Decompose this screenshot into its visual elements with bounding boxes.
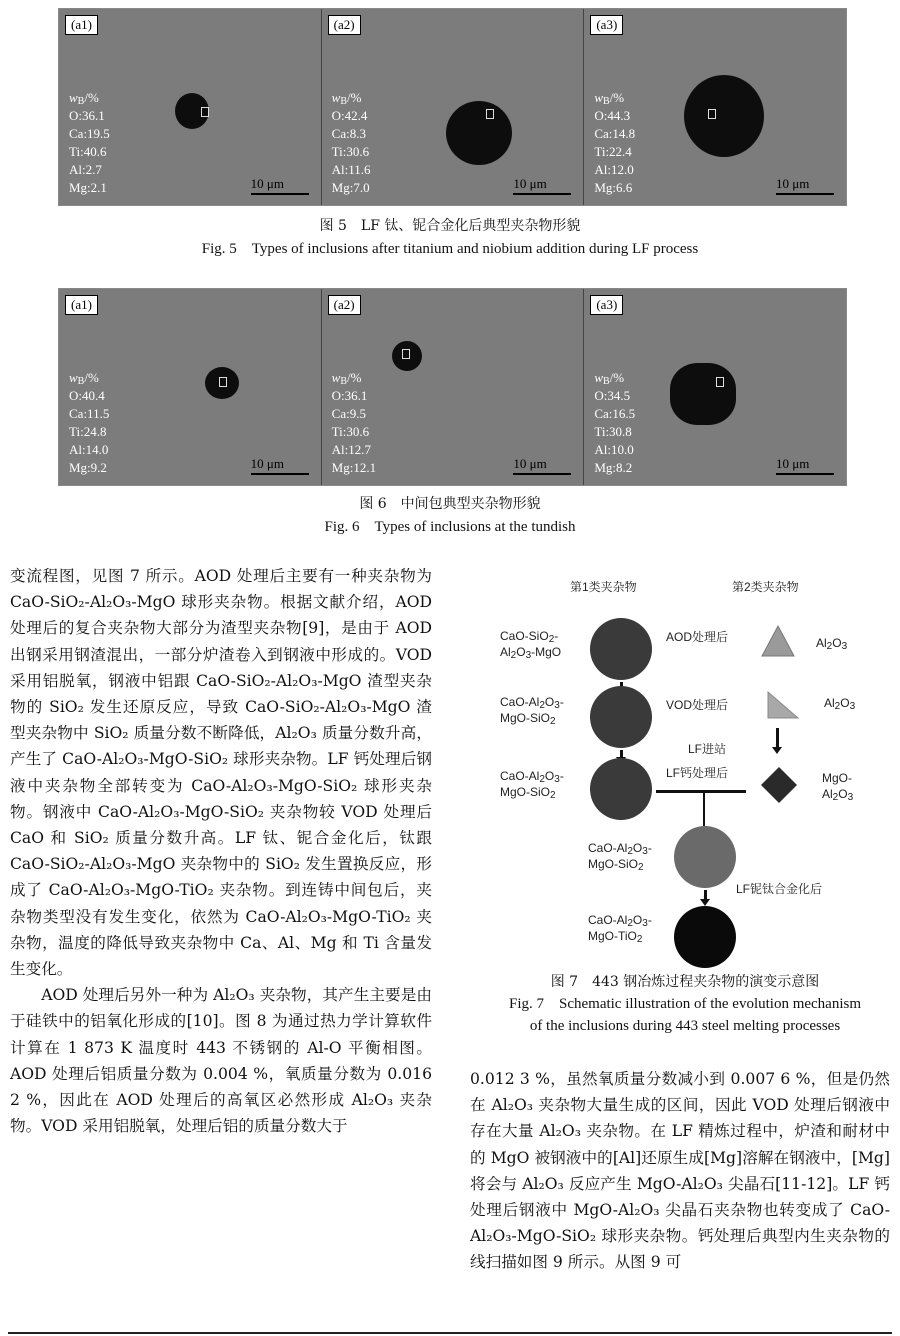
panel-tag: (a1)	[65, 295, 98, 315]
figure-5-micrographs	[58, 8, 847, 206]
flow-arrow	[620, 750, 623, 758]
fig7-caption-en-line2: of the inclusions during 443 steel melting processes	[529, 1018, 841, 1034]
al2o3-label-aod: $Al_2O_3$	[816, 636, 848, 652]
fig6-caption-cn: 图 6 中间包典型夹杂物形貌	[359, 496, 541, 512]
body-paragraph: 变流程图，见图 7 所示。AOD 处理后主要有一种夹杂物为 CaO-SiO₂-Al₂O₃-MgO 球形夹杂物。根据文献介绍，AOD 处理后的复合夹杂物大部分为渣型夹杂物[9]，是由于 AOD 出钢采用钢渣混出，一部分炉渣卷入到钢液中形成的。VOD 采用铝脱氧，钢液中铝跟 CaO-SiO₂-Al₂O₃-MgO 渣型夹杂物的 SiO₂ 发生还原反应，导致 CaO-SiO₂-Al₂O₃-MgO 渣型夹杂物中 SiO₂ 质量分数不断降低，Al₂O₃ 质量分数升高，产生了 CaO-Al₂O₃-MgO-SiO₂ 球形夹杂物。LF 钙处理后钢液中夹杂物全部转变为 CaO-Al₂O₃-MgO-SiO₂ 球形夹杂物。钢液中 CaO-Al₂O₃-MgO-SiO₂ 夹杂物较 VOD 处理后 CaO 和 SiO₂ 质量分数升高。LF 钛、铌合金化后，钛跟 CaO-SiO₂-Al₂O₃-MgO 夹杂物中的 SiO₂ 发生置换反应，形成了 CaO-Al₂O₃-MgO-TiO₂ 夹杂物。到连铸中间包后，夹杂物类型没有发生变化，依然为 CaO-Al₂O₃-MgO-TiO₂ 夹杂物，温度的降低导致夹杂物中 Ca、Al、Mg 和 Ti 含量发生变化。	[10, 567, 432, 979]
fig6-panel-a2	[322, 289, 585, 485]
fig7-caption-cn: 图 7 443 钢冶炼过程夹杂物的演变示意图	[550, 974, 820, 990]
left-text-column	[10, 563, 432, 1139]
flow-arrow	[776, 728, 779, 748]
panel-tag: (a2)	[328, 15, 361, 35]
panel-tag: (a3)	[590, 15, 623, 35]
fig5-panel-a1	[59, 9, 322, 205]
spot-marker	[708, 109, 716, 119]
inclusion-particle	[670, 363, 736, 425]
panel-tag: (a1)	[65, 15, 98, 35]
inclusion-label-lf-tinb: CaO-$Al_2O_3-$ MgO-TiO$_2$	[588, 913, 652, 945]
page-bottom-rule	[8, 1332, 892, 1334]
al2o3-label-vod: $Al_2O_3$	[824, 696, 856, 712]
scale-bar: 10 μm	[776, 456, 834, 475]
figure-6-micrographs	[58, 288, 847, 486]
fig6-caption-en: Fig. 6 Types of inclusions at the tundish	[324, 519, 576, 535]
composition-list: $w_B/\%$ O:34.5 Ca:16.5 Ti:30.8 Al:10.0 Mg:8.2	[594, 370, 636, 475]
composition-list: $w_B/\%$ O:36.1 Ca:19.5 Ti:40.6 Al:2.7 Mg:2.1	[69, 90, 110, 195]
composition-list: $w_B/\%$ O:40.4 Ca:11.5 Ti:24.8 Al:14.0 Mg:9.2	[69, 370, 110, 475]
spot-marker	[201, 107, 209, 117]
spinel-label: MgO- $Al_2O_3$	[822, 771, 854, 803]
al2o3-triangle-icon	[760, 624, 796, 658]
type2-header: 第2类夹杂物	[732, 580, 799, 594]
spot-marker	[219, 377, 227, 387]
panel-tag: (a2)	[328, 295, 361, 315]
fig7-caption-en-line1: Fig. 7 Schematic illustration of the evolution mechanism	[508, 996, 862, 1012]
stage-label-lf-tinb: LF铌钛合金化后	[736, 882, 823, 896]
fig5-panel-a2	[322, 9, 585, 205]
stage-label-lf-ca: LF钙处理后	[666, 766, 729, 780]
inclusion-label-lf-ca: CaO-$Al_2O_3-$ MgO-SiO$_2$	[588, 841, 652, 873]
figure-7-diagram	[470, 570, 900, 970]
spinel-diamond-icon	[760, 766, 798, 804]
composition-list: $w_B/\%$ O:42.4 Ca:8.3 Ti:30.6 Al:11.6 Mg:7.0	[331, 90, 371, 195]
inclusion-circle-aod	[590, 618, 652, 680]
spot-marker	[486, 109, 494, 119]
merge-bar	[656, 790, 746, 793]
stage-label-vod: VOD处理后	[666, 698, 729, 712]
spot-marker	[402, 349, 410, 359]
composition-list: $w_B/\%$ O:44.3 Ca:14.8 Ti:22.4 Al:12.0 Mg:6.6	[594, 90, 636, 195]
body-paragraph: AOD 处理后另外一种为 Al₂O₃ 夹杂物，其产生主要是由于硅铁中的铝氧化形成的[10]。图 8 为通过热力学计算软件计算在 1 873 K 温度时 443 不锈钢的 Al-O 平衡相图。AOD 处理后铝质量分数为 0.004 %，氧质量分数为 0.016 2 %，因此在 AOD 处理后的高氧区必然形成 Al₂O₃ 夹杂物。VOD 采用铝脱氧，处理后铝的质量分数大于	[10, 986, 432, 1136]
inclusion-circle-lf-in	[590, 758, 652, 820]
scale-bar: 10 μm	[513, 176, 571, 195]
fig5-caption-en: Fig. 5 Types of inclusions after titanium and niobium addition during LF process	[201, 241, 699, 257]
right-text-column	[470, 1066, 890, 1276]
scale-bar: 10 μm	[251, 456, 309, 475]
merge-stem	[703, 792, 705, 826]
fig6-panel-a1	[59, 289, 322, 485]
inclusion-circle-lf-tinb	[674, 906, 736, 968]
scale-bar: 10 μm	[513, 456, 571, 475]
inclusion-circle-vod	[590, 686, 652, 748]
inclusion-particle	[446, 101, 512, 165]
spot-marker	[716, 377, 724, 387]
scale-bar: 10 μm	[251, 176, 309, 195]
composition-list: $w_B/\%$ O:36.1 Ca:9.5 Ti:30.6 Al:12.7 Mg:12.1	[331, 370, 377, 475]
inclusion-label-aod: CaO-SiO$_2$- $Al_2O_3$-MgO	[500, 629, 562, 661]
fig6-panel-a3	[584, 289, 846, 485]
type1-header: 第1类夹杂物	[570, 580, 637, 594]
inclusion-particle	[684, 75, 764, 157]
al2o3-wedge-icon	[766, 690, 800, 720]
fig5-caption-cn: 图 5 LF 钛、铌合金化后典型夹杂物形貌	[319, 218, 581, 234]
scale-bar: 10 μm	[776, 176, 834, 195]
panel-tag: (a3)	[590, 295, 623, 315]
flow-arrow	[704, 890, 707, 900]
stage-label-lf-in: LF进站	[688, 742, 727, 756]
inclusion-label-vod: CaO-$Al_2O_3-$ MgO-SiO$_2$	[500, 695, 564, 727]
inclusion-label-lf-in: CaO-$Al_2O_3-$ MgO-SiO$_2$	[500, 769, 564, 801]
stage-label-aod: AOD处理后	[666, 630, 729, 644]
inclusion-circle-lf-ca	[674, 826, 736, 888]
body-paragraph: 0.012 3 %，虽然氧质量分数减小到 0.007 6 %，但是仍然在 Al₂O₃ 夹杂物大量生成的区间，因此 VOD 处理后钢液中存在大量 Al₂O₃ 夹杂物。在 LF 精炼过程中，炉渣和耐材中的 MgO 被钢液中的[Al]还原生成[Mg]溶解在钢液中，[Mg]将会与 Al₂O₃ 反应产生 MgO-Al₂O₃ 尖晶石[11-12]。LF 钙处理后钢液中 MgO-Al₂O₃ 尖晶石夹杂物也转变成了 CaO-Al₂O₃-MgO-SiO₂ 球形夹杂物。钙处理后典型内生夹杂物的线扫描如图 9 所示。从图 9 可	[470, 1070, 890, 1272]
fig5-panel-a3	[584, 9, 846, 205]
